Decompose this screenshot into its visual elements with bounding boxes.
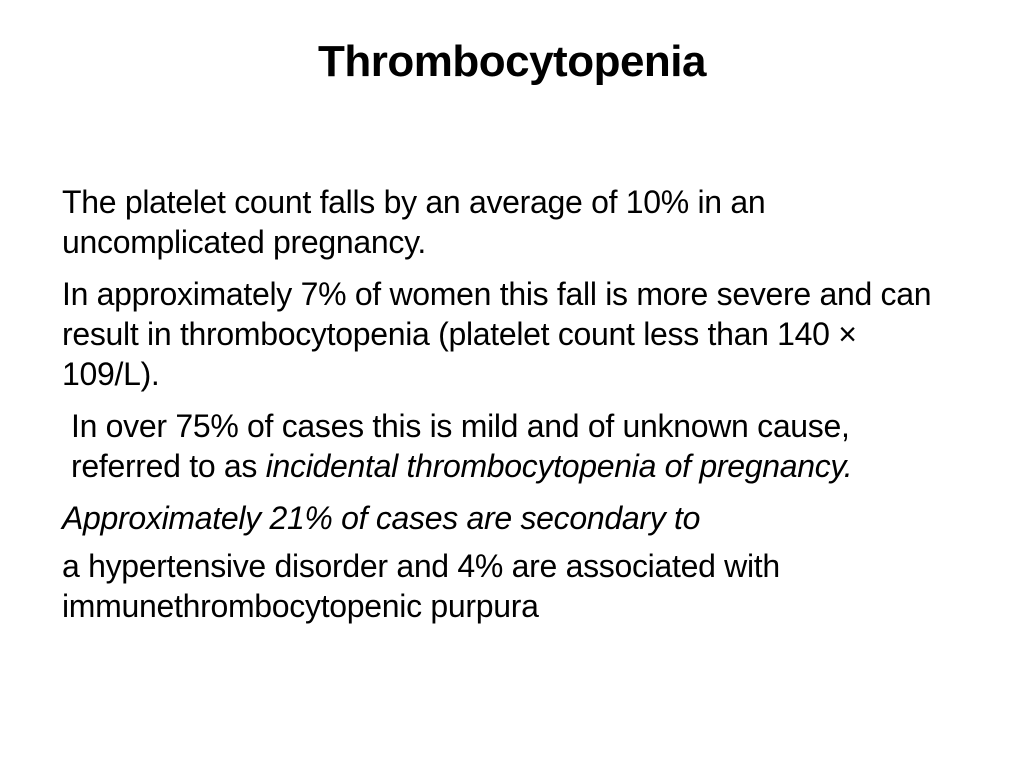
secondary-text: Approximately 21% of cases are secondary to — [62, 500, 701, 536]
incidental-term: incidental thrombocytopenia of pregnancy. — [265, 448, 853, 484]
paragraph-platelet-fall: The platelet count falls by an average of 10% in an uncomplicated pregnancy. — [62, 184, 766, 260]
paragraph-secondary — [62, 498, 962, 538]
slide-title: Thrombocytopenia — [317, 37, 707, 86]
incidental-text: In over 75% of cases this is mild and of unknown cause, referred to as — [71, 408, 850, 484]
paragraph-hypertensive: a hypertensive disorder and 4% are associated with immunethrombocytopenic purpura — [62, 548, 780, 624]
paragraph-incidental — [62, 406, 962, 486]
paragraph-severe-fall: In approximately 7% of women this fall is more severe and can result in thrombocytopenia (platelet count less than 140 × 109/L). — [62, 276, 932, 392]
slide-body — [62, 182, 962, 638]
